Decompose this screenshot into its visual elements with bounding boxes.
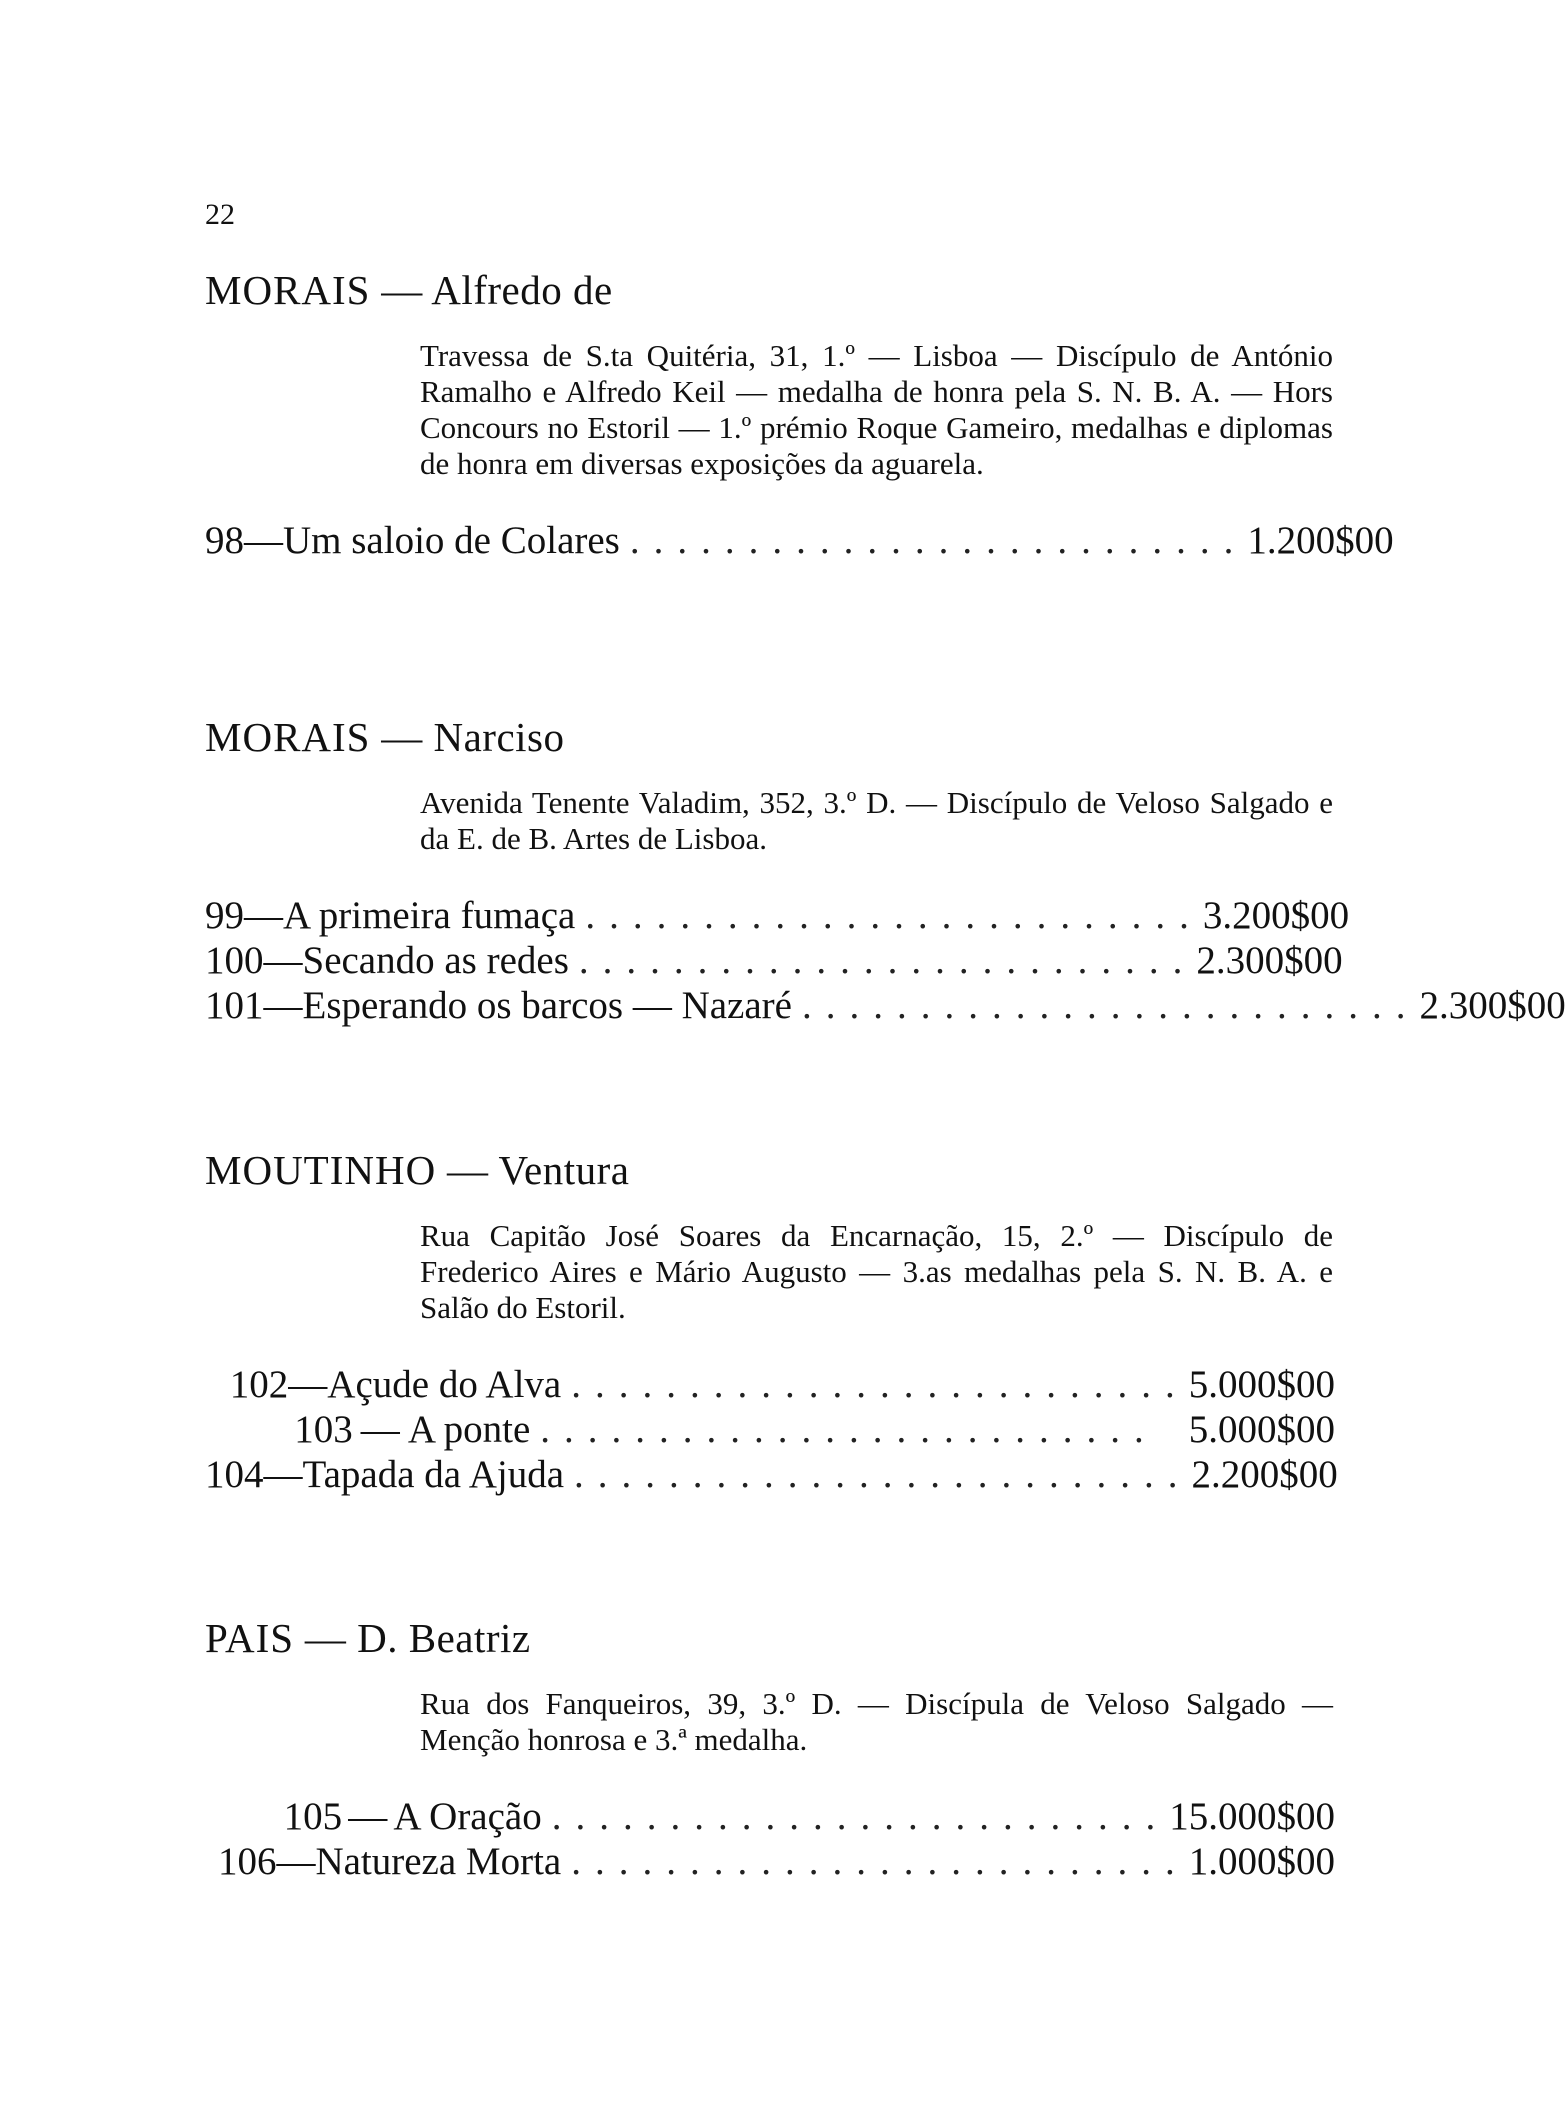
work-row: 99 — A primeira fumaça .......................... 3.200$00	[205, 894, 1350, 937]
artist-entry	[205, 713, 1566, 1028]
artist-entry	[205, 1614, 1335, 1884]
works-list	[205, 1794, 1335, 1884]
work-row: 100 — Secando as redes .......................... 2.300$00	[205, 939, 1343, 982]
artist-surname: MORAIS	[205, 267, 371, 313]
work-row: 106 — Natureza Morta .......................... 1.000$00	[205, 1839, 1335, 1884]
work-title: Natureza Morta	[315, 1840, 562, 1883]
artist-name: PAIS — D. Beatriz	[205, 1615, 531, 1661]
work-price: 3.200$00	[1202, 894, 1350, 937]
artist-surname: MOUTINHO	[205, 1147, 437, 1193]
artist-entry	[205, 1146, 1338, 1497]
artist-entry	[205, 266, 1394, 563]
work-title: Um saloio de Colares	[283, 519, 620, 562]
work-title: A primeira fumaça	[283, 894, 576, 937]
work-title: Esperando os barcos — Nazaré	[302, 984, 792, 1027]
artist-name: MOUTINHO — Ventura	[205, 1147, 630, 1193]
artist-bio: Travessa de S.ta Quitéria, 31, 1.º — Lisboa — Discípulo de António Ramalho e Alfredo Keil — medalha de honra pela S. N. B. A. — Hors Concours no Estoril — 1.º prémio Roque Gameiro, medalhas e diplomas de honra em diversas exposições da aguarela.	[420, 338, 1333, 481]
work-number: 106	[217, 1840, 277, 1883]
artist-given-name: Narciso	[433, 714, 565, 760]
work-price: 2.300$00	[1419, 984, 1566, 1027]
artist-bio: Rua Capitão José Soares da Encarnação, 15, 2.º — Discípulo de Frederico Aires e Mário Augusto — 3.as medalhas pela S. N. B. A. e Salão do Estoril.	[420, 1218, 1333, 1325]
work-number: 102	[229, 1363, 289, 1406]
work-price: 5.000$00	[1188, 1363, 1335, 1406]
artist-given-name: Alfredo de	[431, 267, 613, 313]
work-number: 104	[205, 1453, 264, 1496]
works-list	[205, 1362, 1338, 1497]
artist-bio: Rua dos Fanqueiros, 39, 3.º D. — Discípula de Veloso Salgado — Menção honrosa e 3.ª medalha.	[420, 1686, 1333, 1757]
artist-surname: MORAIS	[205, 714, 371, 760]
work-row: 104 — Tapada da Ajuda .......................... 2.200$00	[205, 1453, 1338, 1496]
artist-surname: PAIS	[205, 1615, 295, 1661]
work-title: Tapada da Ajuda	[302, 1453, 564, 1496]
work-number: 103	[294, 1408, 353, 1451]
work-price: 1.000$00	[1188, 1840, 1335, 1883]
work-number: 101	[205, 984, 264, 1027]
work-price: 1.200$00	[1247, 519, 1394, 562]
work-price: 5.000$00	[1188, 1408, 1335, 1451]
work-row: 101 — Esperando os barcos — Nazaré .......................... 2.300$00	[205, 984, 1566, 1027]
work-number: 100	[205, 939, 264, 982]
artist-given-name: Ventura	[498, 1147, 630, 1193]
work-price: 2.200$00	[1191, 1453, 1338, 1496]
artist-name: MORAIS — Alfredo de	[205, 267, 613, 313]
works-list	[205, 518, 1394, 563]
work-title: A ponte	[407, 1408, 531, 1451]
works-list	[205, 893, 1566, 1028]
artist-given-name: D. Beatriz	[357, 1615, 531, 1661]
artist-name: MORAIS — Narciso	[205, 714, 565, 760]
work-row: 105 — A Oração .......................... 15.000$00	[205, 1794, 1335, 1839]
work-number: 99	[205, 894, 244, 937]
work-row: 103 — A ponte .......................... 5.000$00	[205, 1407, 1335, 1452]
page-number: 22	[205, 198, 235, 231]
artist-bio: Avenida Tenente Valadim, 352, 3.º D. — Discípulo de Veloso Salgado e da E. de B. Artes de Lisboa.	[420, 785, 1333, 856]
work-row: 102 — Açude do Alva .......................... 5.000$00	[205, 1362, 1335, 1407]
work-title: Secando as redes	[302, 939, 569, 982]
work-number: 98	[205, 519, 244, 562]
work-row: 98 — Um saloio de Colares .......................... 1.200$00	[205, 519, 1394, 562]
work-number: 105	[283, 1795, 343, 1838]
work-price: 2.300$00	[1196, 939, 1343, 982]
work-price: 15.000$00	[1169, 1795, 1335, 1838]
work-title: A Oração	[393, 1795, 542, 1838]
work-title: Açude do Alva	[327, 1363, 562, 1406]
